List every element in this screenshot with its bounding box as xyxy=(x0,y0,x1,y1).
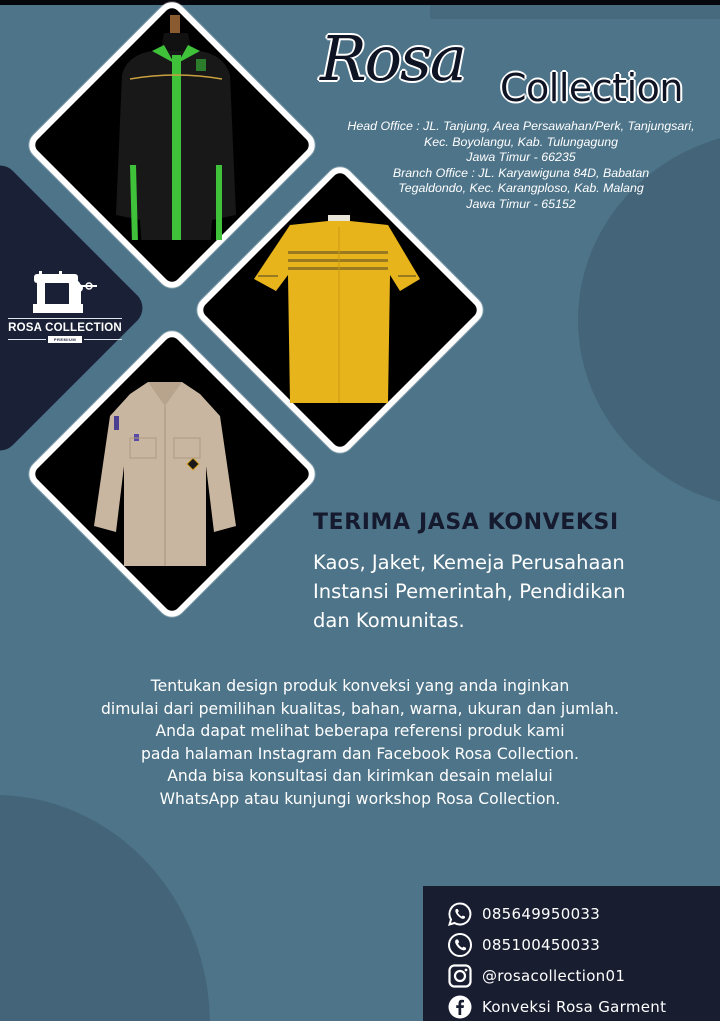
services-line: dan Komunitas. xyxy=(313,609,465,632)
phone-number: 085100450033 xyxy=(482,935,601,954)
instagram-icon xyxy=(447,963,473,989)
logo-name: ROSA COLLECTION xyxy=(8,322,122,334)
address-line: Tegaldondo, Kec. Karangploso, Kab. Malang xyxy=(398,181,644,195)
contact-whatsapp[interactable] xyxy=(447,898,720,929)
whatsapp-icon xyxy=(447,901,473,927)
phone-icon xyxy=(447,932,473,958)
brand-header xyxy=(320,22,720,110)
contact-box xyxy=(423,886,720,1021)
contact-phone[interactable] xyxy=(447,929,720,960)
brand-script-name: Rosa xyxy=(320,22,465,95)
facebook-icon xyxy=(447,994,473,1020)
facebook-page: Konveksi Rosa Garment xyxy=(482,997,667,1016)
description xyxy=(40,675,680,811)
address-line: Branch Office : JL. Karyawiguna 84D, Babatan xyxy=(392,165,650,180)
background-circle-left xyxy=(0,795,210,1021)
description-line: Tentukan design produk konveksi yang anda inginkan xyxy=(150,677,570,695)
services-list xyxy=(313,548,713,635)
contact-instagram[interactable] xyxy=(447,960,720,991)
whatsapp-number: 085649950033 xyxy=(482,904,601,923)
services-line: Instansi Pemerintah, Pendidikan xyxy=(313,580,626,603)
premium-ribbon: PREMIUM xyxy=(48,336,82,343)
description-line: Anda dapat melihat beberapa referensi produk kami xyxy=(155,722,565,741)
contact-facebook[interactable] xyxy=(447,991,720,1021)
address-line: Head Office : JL. Tanjung, Area Persawahan/Perk, Tanjungsari, xyxy=(347,119,695,133)
product-diamond-khaki-shirt xyxy=(22,324,322,624)
services-title: TERIMA JASA KONVEKSI xyxy=(313,510,619,535)
address-line: Jawa Timur - 66235 xyxy=(466,150,576,164)
description-line: pada halaman Instagram dan Facebook Rosa Collection. xyxy=(141,744,579,763)
description-line: WhatsApp atau kunjungi workshop Rosa Collection. xyxy=(159,789,561,808)
khaki-shirt-image xyxy=(90,376,240,571)
address-line: Kec. Boyolangu, Kab. Tulungagung xyxy=(423,134,619,149)
instagram-handle: @rosacollection01 xyxy=(482,966,626,985)
description-line: Anda bisa konsultasi dan kirimkan desain melalui xyxy=(167,767,553,786)
top-band xyxy=(430,5,720,19)
description-line: dimulai dari pemilihan kualitas, bahan, warna, ukuran dan jumlah. xyxy=(101,699,619,718)
brand-word: Collection xyxy=(500,66,683,110)
logo-divider xyxy=(8,318,122,319)
address-line: Jawa Timur - 65152 xyxy=(466,196,576,211)
services-line: Kaos, Jaket, Kemeja Perusahaan xyxy=(313,551,625,574)
office-addresses xyxy=(322,119,720,212)
